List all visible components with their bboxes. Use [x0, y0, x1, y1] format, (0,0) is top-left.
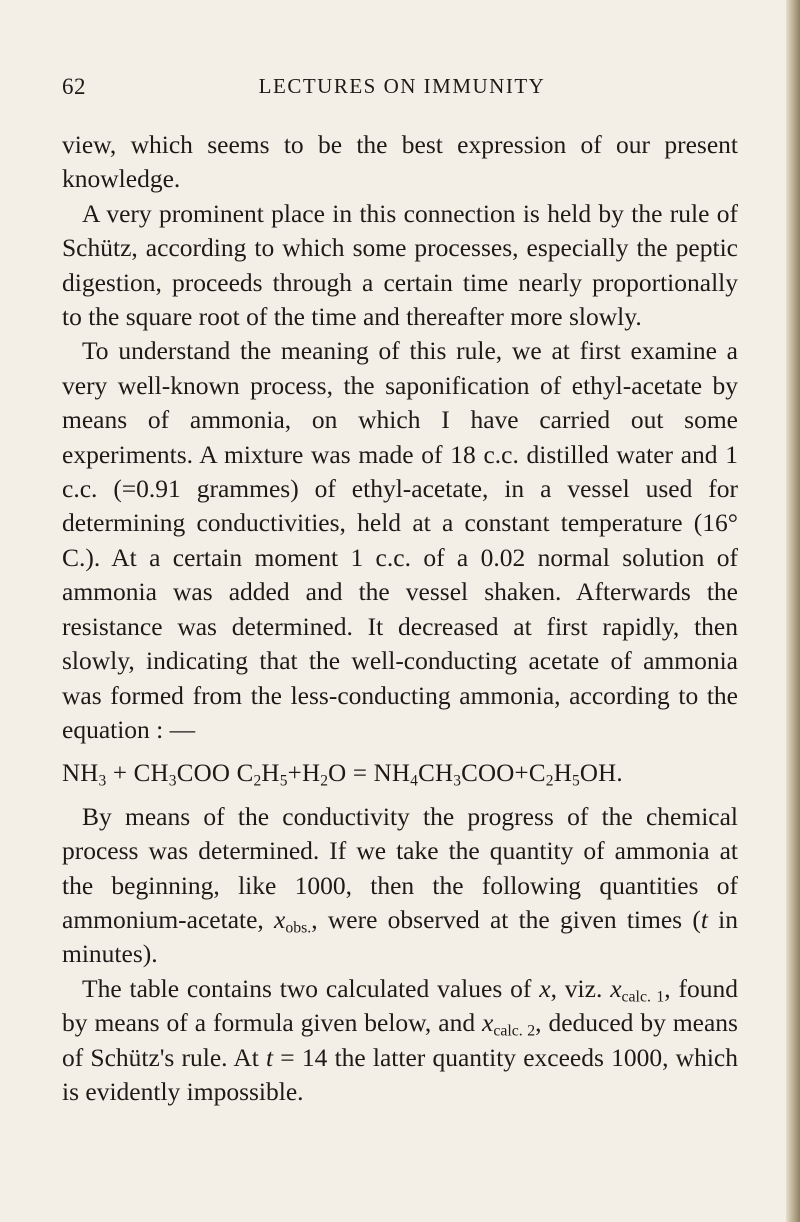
paragraph-1: view, which seems to be the best expression of our present knowledge.: [62, 130, 738, 194]
x-variable: x: [274, 904, 286, 934]
x-variable: x: [539, 973, 551, 1003]
calc1-subscript: calc. 1: [621, 988, 665, 1006]
paragraph-3: To understand the meaning of this rule, we at first examine a very well-known process, the saponification of ethyl-acetate by means of ammonia, on which I have carried out some experiments. A mixture was made of 18 c.c. distilled water and 1 c.c. (=0.91 grammes) of ethyl-acetate, in a vessel used for determining conductivities, held at a constant temperature (16° C.). At a certain moment 1 c.c. of a 0.02 normal solution of ammonia was added and the vessel shaken. Afterwards the resistance was determined. It decreased at first rapidly, then slowly, indicating that the well-conducting acetate of ammonia was formed from the less-conducting ammonia, according to the equation : —: [62, 336, 738, 744]
x-variable: x: [610, 973, 622, 1003]
body-text: [62, 128, 738, 1109]
paragraph-5: The table contains two calculated values of x, viz. $x_{calc. 1}$, found by means of a formula given below, and $x_{calc. 2}$, deduced by means of Schütz's rule. At t = 14 the latter quantity exceeds 1000, which is evidently impossible.: [62, 973, 738, 1106]
x-variable: x: [482, 1008, 494, 1038]
chemical-equation: $NH_3 + CH_3COO$ $C_2H_5+H_2O = NH_4CH_3COO+C_2H_5OH$.: [62, 760, 623, 790]
t-variable: t: [266, 1042, 274, 1072]
t-variable: t: [700, 904, 708, 934]
page-edge-shadow: [786, 0, 800, 1222]
calc2-subscript: calc. 2: [493, 1022, 536, 1040]
obs-subscript: obs.: [285, 919, 312, 937]
page-number: 62: [62, 74, 86, 99]
paragraph-4: By means of the conductivity the progress of the chemical process was determined. If we take the quantity of ammonia at the beginning, like 1000, then the following quantities of ammonium-acetate, $x_{obs.}$, were observed at the given times (t in minutes).: [62, 801, 738, 969]
page-header: [62, 74, 742, 108]
paragraph-2: A very prominent place in this connection is held by the rule of Schütz, according to which some processes, especially the peptic digestion, proceeds through a certain time nearly proportionally to the square root of the time and thereafter more slowly.: [62, 198, 738, 332]
running-title: LECTURES ON IMMUNITY: [258, 74, 546, 98]
